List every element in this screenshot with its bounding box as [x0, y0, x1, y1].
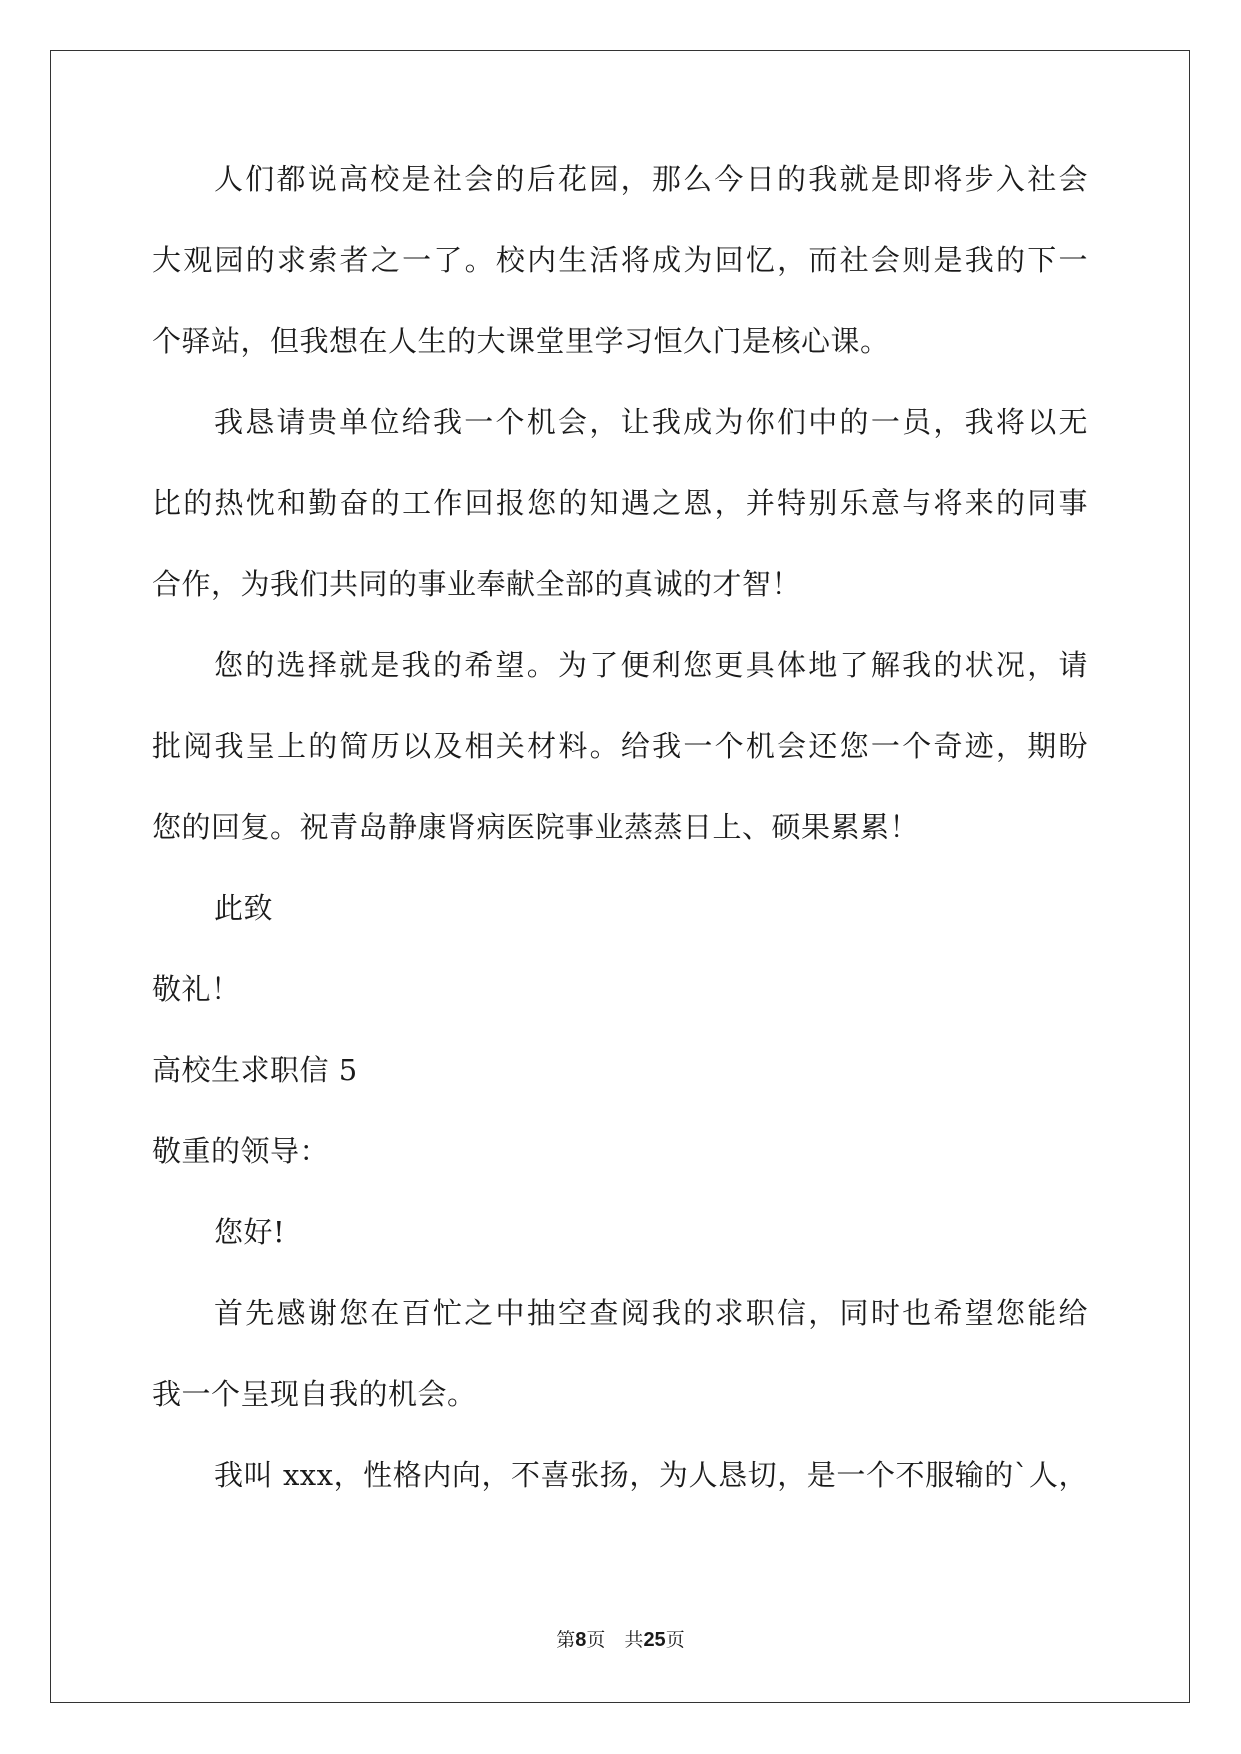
text-line-16: 我一个呈现自我的机会。: [152, 1377, 477, 1411]
text-line-8: 批阅我呈上的简历以及相关材料。给我一个机会还您一个奇迹，期盼: [152, 729, 1088, 763]
text-line-3: 个驿站，但我想在人生的大课堂里学习恒久门是核心课。: [152, 324, 890, 358]
closing-salutation: 此致: [214, 891, 274, 925]
footer-page-number: 8: [575, 1629, 587, 1651]
text-line-5: 比的热忱和勤奋的工作回报您的知遇之恩，并特别乐意与将来的同事: [152, 486, 1088, 520]
footer-suffix: 页: [665, 1629, 685, 1651]
text-line-17: 我叫 xxx，性格内向，不喜张扬，为人恳切，是一个不服输的`人，: [214, 1458, 1088, 1492]
greeting-addressee: 敬重的领导：: [152, 1134, 330, 1168]
page-footer: [0, 1628, 1241, 1652]
text-line-9: 您的回复。祝青岛静康肾病医院事业蒸蒸日上、硕果累累！: [152, 810, 920, 844]
text-line-4: 我恳请贵单位给我一个机会，让我成为你们中的一员，我将以无: [214, 405, 1088, 439]
text-line-15: 首先感谢您在百忙之中抽空查阅我的求职信，同时也希望您能给: [214, 1296, 1088, 1330]
text-line-1: 人们都说高校是社会的后花园，那么今日的我就是即将步入社会: [214, 162, 1088, 196]
document-body: [152, 160, 1088, 1537]
footer-middle: 页 共: [586, 1629, 644, 1651]
text-line-7: 您的选择就是我的希望。为了便利您更具体地了解我的状况，请: [214, 648, 1088, 682]
footer-total-pages: 25: [643, 1629, 666, 1651]
closing-regards: 敬礼！: [152, 972, 241, 1006]
footer-prefix: 第: [556, 1629, 576, 1651]
text-line-2: 大观园的求索者之一了。校内生活将成为回忆，而社会则是我的下一: [152, 243, 1088, 277]
text-line-6: 合作，为我们共同的事业奉献全部的真诚的才智！: [152, 567, 802, 601]
greeting-hello: 您好!: [214, 1215, 286, 1249]
section-title: 高校生求职信 5: [152, 1053, 358, 1087]
